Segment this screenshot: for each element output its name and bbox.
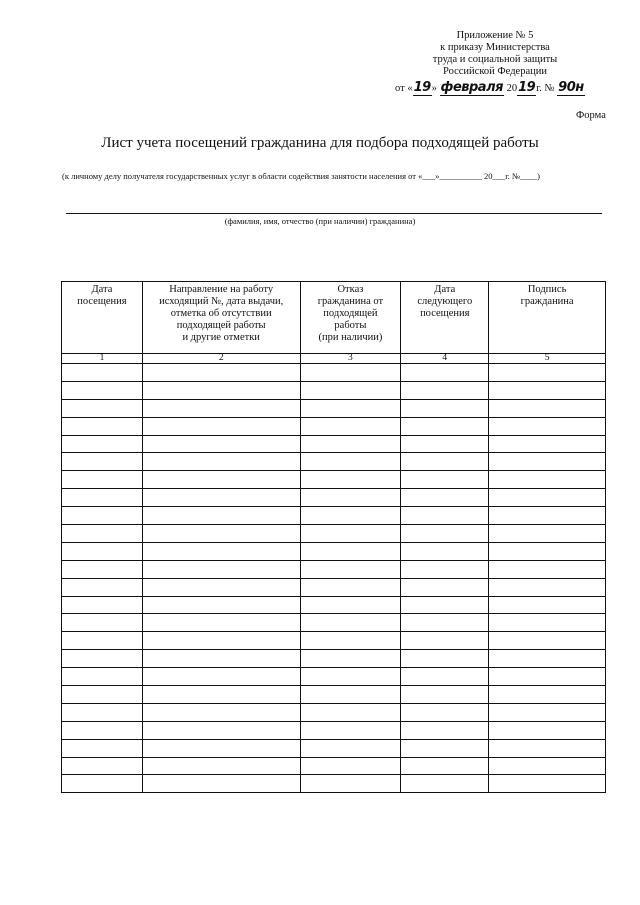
appendix-line-3: труда и социальной защиты [432,54,558,65]
table-cell [401,489,489,507]
table-cell [300,560,401,578]
table-row [62,364,606,382]
table-row [62,739,606,757]
table-row [62,435,606,453]
table-cell [401,381,489,399]
table-cell [401,542,489,560]
column-header-line: и другие отметки [182,332,260,343]
table-cell [489,525,606,543]
table-cell [142,560,300,578]
table-cell [489,596,606,614]
table-cell [489,703,606,721]
document-subtitle: (к личному делу получателя государственных услуг в области содействия занятости населения от «___»__________ 20___г. №____) [62,171,540,181]
table-cell [300,650,401,668]
table-cell [401,507,489,525]
table-cell [300,542,401,560]
table-cell [62,381,143,399]
column-header-line: отметка об отсутствии [170,308,272,319]
table-row [62,775,606,793]
table-cell [300,381,401,399]
table-cell [142,650,300,668]
column-header-5 [489,282,606,354]
table-cell [62,560,143,578]
table-row [62,668,606,686]
table-cell [62,507,143,525]
table-cell [489,650,606,668]
table-cell [489,686,606,704]
handwritten-month: февраля [440,80,503,95]
table-cell [62,614,143,632]
table-cell [489,435,606,453]
table-cell [300,417,401,435]
table-row [62,632,606,650]
table-cell [300,668,401,686]
column-header-line: работы [334,320,367,331]
table-cell [142,739,300,757]
table-cell [401,775,489,793]
table-cell [489,381,606,399]
table-cell [401,739,489,757]
table-row [62,596,606,614]
table-cell [401,364,489,382]
table-cell [489,542,606,560]
table-cell [62,542,143,560]
table-cell [300,578,401,596]
number-prefix: г. № [536,83,555,94]
table-cell [62,578,143,596]
table-cell [401,686,489,704]
table-cell [489,560,606,578]
column-header-3 [300,282,401,354]
column-header-line: Дата [434,284,456,295]
table-cell [401,632,489,650]
table-cell [62,686,143,704]
handwritten-day: 19 [413,80,431,95]
table-cell [489,775,606,793]
handwritten-year: 19 [518,80,536,95]
table-cell [300,364,401,382]
column-number: 1 [62,354,143,364]
table-cell [62,703,143,721]
appendix-line-2: к приказу Министерства [440,42,550,53]
table-cell [142,686,300,704]
column-header-line: Отказ [337,284,364,295]
table-cell [300,435,401,453]
order-date-line [395,80,625,95]
table-cell [300,739,401,757]
column-header-line: посещения [420,308,470,319]
table-cell [401,399,489,417]
column-header-line: следующего [417,296,473,307]
table-cell [142,614,300,632]
table-row [62,686,606,704]
table-cell [489,417,606,435]
table-cell [401,453,489,471]
table-row [62,471,606,489]
table-cell [489,578,606,596]
table-cell [401,578,489,596]
table-cell [142,775,300,793]
table-cell [142,435,300,453]
table-cell [401,525,489,543]
table-cell [62,596,143,614]
handwritten-number: 90н [558,80,584,95]
table-cell [401,471,489,489]
fio-underline [66,213,602,214]
table-cell [300,721,401,739]
table-cell [142,453,300,471]
table-cell [489,507,606,525]
table-cell [62,399,143,417]
column-number: 2 [142,354,300,364]
table-row [62,417,606,435]
column-header-line: (при наличии) [318,332,383,343]
table-cell [300,525,401,543]
column-header-4 [401,282,489,354]
date-prefix: от « [395,83,413,94]
table-cell [142,668,300,686]
table-cell [300,471,401,489]
table-cell [300,399,401,417]
form-label: Форма [576,110,606,121]
year-prefix: 20 [506,83,518,94]
table-header-row [62,282,606,354]
table-cell [62,525,143,543]
table-cell [401,614,489,632]
table-row [62,489,606,507]
appendix-block [380,30,610,78]
column-number: 3 [300,354,401,364]
table-cell [142,417,300,435]
table-cell [489,489,606,507]
table-cell [300,632,401,650]
visits-table [61,281,606,793]
column-header-line: Подпись [527,284,567,295]
table-cell [489,364,606,382]
table-row [62,614,606,632]
column-numbers-row [62,354,606,364]
table-row [62,703,606,721]
column-header-line: посещения [77,296,127,307]
table-cell [62,417,143,435]
column-header-line: подходящей работы [176,320,266,331]
table-cell [142,364,300,382]
table-cell [489,471,606,489]
table-cell [489,739,606,757]
table-row [62,578,606,596]
table-cell [401,596,489,614]
table-cell [300,453,401,471]
column-header-2 [142,282,300,354]
table-cell [300,775,401,793]
table-cell [489,721,606,739]
column-header-line: Направление на работу [169,284,274,295]
table-cell [142,471,300,489]
appendix-line-4: Российской Федерации [443,66,547,77]
table-cell [300,686,401,704]
table-cell [62,668,143,686]
table-cell [142,489,300,507]
column-number: 5 [489,354,606,364]
table-row [62,453,606,471]
table-cell [489,757,606,775]
table-cell [401,703,489,721]
table-cell [489,399,606,417]
table-row [62,757,606,775]
table-cell [489,453,606,471]
table-cell [401,757,489,775]
table-cell [401,721,489,739]
table-cell [62,739,143,757]
column-header-line: Дата [91,284,113,295]
table-row [62,525,606,543]
table-cell [62,757,143,775]
table-cell [142,381,300,399]
table-cell [142,578,300,596]
table-cell [401,668,489,686]
table-cell [142,703,300,721]
table-cell [300,703,401,721]
column-header-line: подходящей [323,308,378,319]
column-header-line: гражданина от [317,296,384,307]
table-cell [142,542,300,560]
table-cell [62,721,143,739]
table-row [62,721,606,739]
table-cell [300,614,401,632]
appendix-line-1: Приложение № 5 [456,30,534,41]
table-cell [489,614,606,632]
document-title: Лист учета посещений гражданина для подбора подходящей работы [101,135,539,151]
table-cell [62,364,143,382]
column-header-1 [62,282,143,354]
table-cell [62,435,143,453]
column-number: 4 [401,354,489,364]
table-cell [62,489,143,507]
table-cell [300,507,401,525]
table-cell [300,489,401,507]
table-cell [401,560,489,578]
table-cell [142,721,300,739]
table-cell [142,525,300,543]
fio-caption: (фамилия, имя, отчество (при наличии) гражданина) [224,216,416,226]
table-cell [142,596,300,614]
table-cell [62,650,143,668]
table-cell [142,632,300,650]
table-row [62,650,606,668]
table-row [62,381,606,399]
table-cell [142,507,300,525]
table-cell [401,650,489,668]
table-cell [300,596,401,614]
table-cell [489,632,606,650]
column-header-line: гражданина [520,296,574,307]
table-cell [401,435,489,453]
table-cell [489,668,606,686]
table-cell [401,417,489,435]
table-cell [62,471,143,489]
table-cell [62,632,143,650]
table-row [62,399,606,417]
table-row [62,560,606,578]
date-day-close: » [431,83,437,94]
table-cell [142,757,300,775]
table-row [62,542,606,560]
table-row [62,507,606,525]
table-cell [300,757,401,775]
column-header-line: исходящий №, дата выдачи, [159,296,284,307]
table-cell [142,399,300,417]
table-cell [62,775,143,793]
table-cell [62,453,143,471]
